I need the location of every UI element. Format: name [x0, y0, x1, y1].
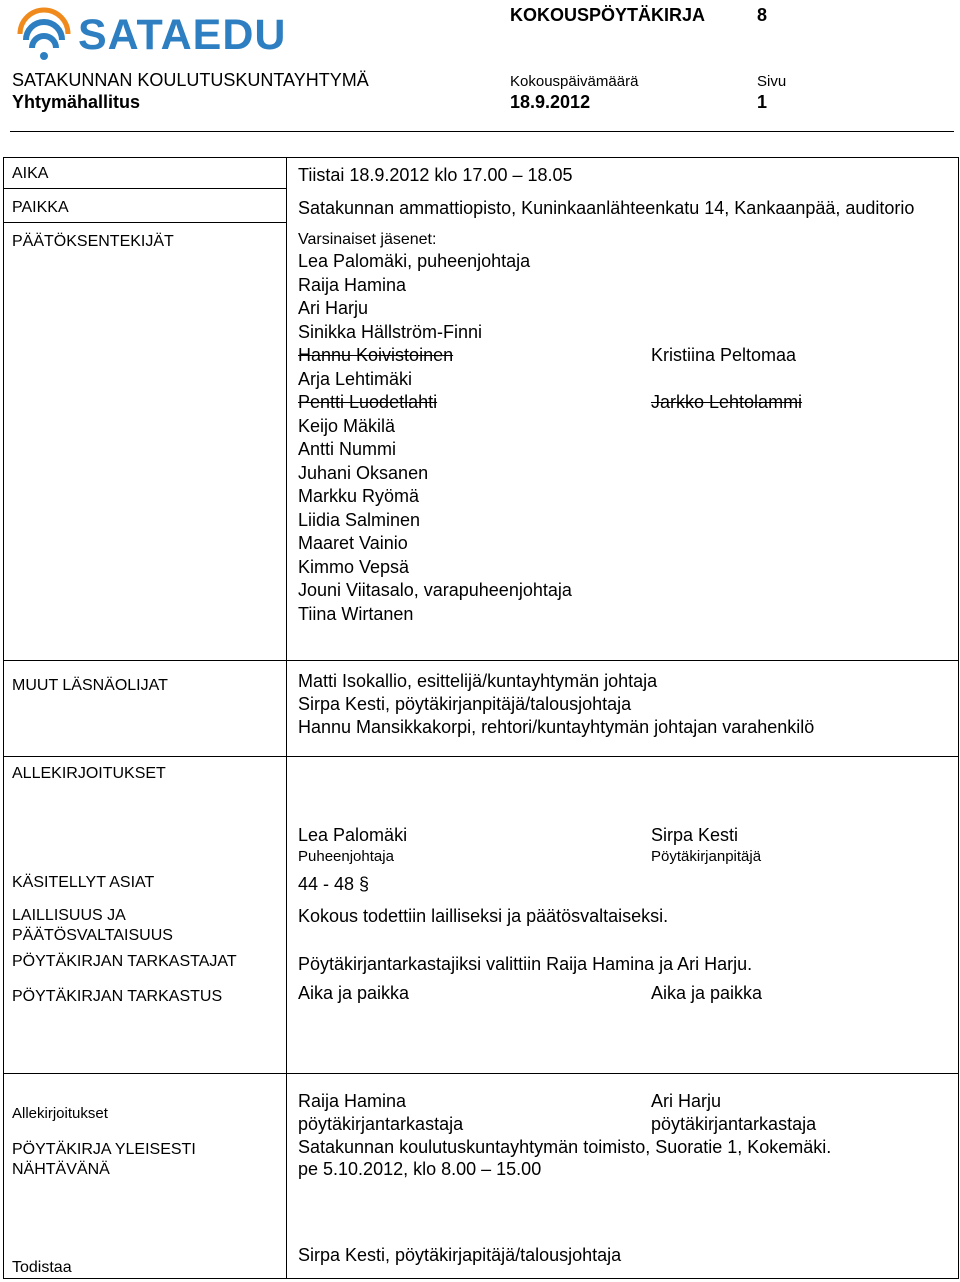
member-item: Keijo Mäkilä	[298, 416, 396, 436]
member-item: Tiina Wirtanen	[298, 604, 414, 624]
page-label: Sivu	[757, 73, 787, 90]
doc-number: 8	[757, 5, 768, 25]
legality-label-line2: PÄÄTÖSVALTAISUUS	[12, 927, 173, 944]
member-item: Sinikka Hällström-Finni	[298, 322, 483, 342]
certify-label: Todistaa	[12, 1259, 72, 1276]
member-item: Kimmo Vepsä	[298, 557, 410, 577]
member-item: Juhani Oksanen	[298, 463, 429, 483]
legality-label-line1: LAILLISUUS JA	[12, 907, 126, 924]
checker1-name: Raija Hamina	[298, 1091, 407, 1111]
certify-value: Sirpa Kesti, pöytäkirjapitäjä/talousjohtaja	[298, 1245, 622, 1265]
row-divider	[3, 222, 286, 223]
member-item: Antti Nummi	[298, 439, 397, 459]
member-item: Maaret Vainio	[298, 533, 408, 553]
column-divider	[286, 157, 287, 1279]
member-item-absent: Hannu Koivistoinen	[298, 345, 454, 365]
signatures-label: ALLEKIRJOITUKSET	[12, 765, 166, 782]
paikka-label: PAIKKA	[12, 199, 69, 216]
member-item: Markku Ryömä	[298, 486, 420, 506]
members-intro: Varsinaiset jäsenet:	[298, 231, 437, 248]
page-number: 1	[757, 92, 768, 112]
others-line: Hannu Mansikkakorpi, rehtori/kuntayhtymän johtajan varahenkilö	[298, 717, 815, 737]
paikka-value: Satakunnan ammattiopisto, Kuninkaanlähteenkatu 14, Kankaanpää, auditorio	[298, 198, 915, 218]
checkers-value: Pöytäkirjantarkastajiksi valittiin Raija Hamina ja Ari Harju.	[298, 954, 753, 974]
chair-role: Puheenjohtaja	[298, 848, 394, 865]
checking-left: Aika ja paikka	[298, 983, 410, 1003]
sataedu-logo	[12, 4, 287, 62]
legality-value: Kokous todettiin lailliseksi ja päätösvaltaiseksi.	[298, 906, 669, 926]
substitute-item-absent: Jarkko Lehtolammi	[651, 392, 803, 412]
row-divider	[3, 1073, 959, 1074]
others-label: MUUT LÄSNÄOLIJAT	[12, 677, 168, 694]
member-item: Lea Palomäki, puheenjohtaja	[298, 251, 531, 271]
member-item: Ari Harju	[298, 298, 369, 318]
public-label-line2: NÄHTÄVÄNÄ	[12, 1161, 110, 1178]
decision-makers-label: PÄÄTÖKSENTEKIJÄT	[12, 233, 174, 250]
row-divider	[3, 188, 286, 189]
checker2-name: Ari Harju	[651, 1091, 722, 1111]
member-item-absent: Pentti Luodetlahti	[298, 392, 438, 412]
doc-type: KOKOUSPÖYTÄKIRJA	[510, 5, 706, 25]
aika-value: Tiistai 18.9.2012 klo 17.00 – 18.05	[298, 165, 573, 185]
substitute-item: Kristiina Peltomaa	[651, 345, 797, 365]
checking-label: PÖYTÄKIRJAN TARKASTUS	[12, 988, 223, 1005]
handled-label: KÄSITELLYT ASIAT	[12, 874, 155, 891]
member-item: Jouni Viitasalo, varapuheenjohtaja	[298, 580, 572, 600]
row-divider	[3, 756, 959, 757]
row-divider	[3, 660, 959, 661]
public-label-line1: PÖYTÄKIRJA YLEISESTI	[12, 1141, 196, 1158]
member-item: Arja Lehtimäki	[298, 369, 413, 389]
secretary-role: Pöytäkirjanpitäjä	[651, 848, 762, 865]
others-line: Matti Isokallio, esittelijä/kuntayhtymän johtaja	[298, 671, 658, 691]
organization-name: SATAKUNNAN KOULUTUSKUNTAYHTYMÄ	[12, 70, 369, 90]
others-line: Sirpa Kesti, pöytäkirjanpitäjä/talousjohtaja	[298, 694, 632, 714]
meeting-date-label: Kokouspäivämäärä	[510, 73, 639, 90]
member-item: Raija Hamina	[298, 275, 407, 295]
header-divider	[10, 131, 954, 132]
checking-right: Aika ja paikka	[651, 983, 763, 1003]
aika-label: AIKA	[12, 165, 49, 182]
checker1-role: pöytäkirjantarkastaja	[298, 1114, 464, 1134]
signatures2-label: Allekirjoitukset	[12, 1105, 108, 1122]
logo-text: SATAEDU	[78, 11, 287, 59]
body-name: Yhtymähallitus	[12, 92, 141, 112]
public-time: pe 5.10.2012, klo 8.00 – 15.00	[298, 1159, 542, 1179]
sataedu-emblem-icon	[12, 4, 76, 62]
checker2-role: pöytäkirjantarkastaja	[651, 1114, 817, 1134]
public-place: Satakunnan koulutuskuntayhtymän toimisto, Suoratie 1, Kokemäki.	[298, 1137, 832, 1157]
handled-value: 44 - 48 §	[298, 874, 370, 894]
checkers-label: PÖYTÄKIRJAN TARKASTAJAT	[12, 953, 237, 970]
member-item: Liidia Salminen	[298, 510, 421, 530]
chair-name: Lea Palomäki	[298, 825, 408, 845]
meeting-date: 18.9.2012	[510, 92, 591, 112]
secretary-name: Sirpa Kesti	[651, 825, 739, 845]
